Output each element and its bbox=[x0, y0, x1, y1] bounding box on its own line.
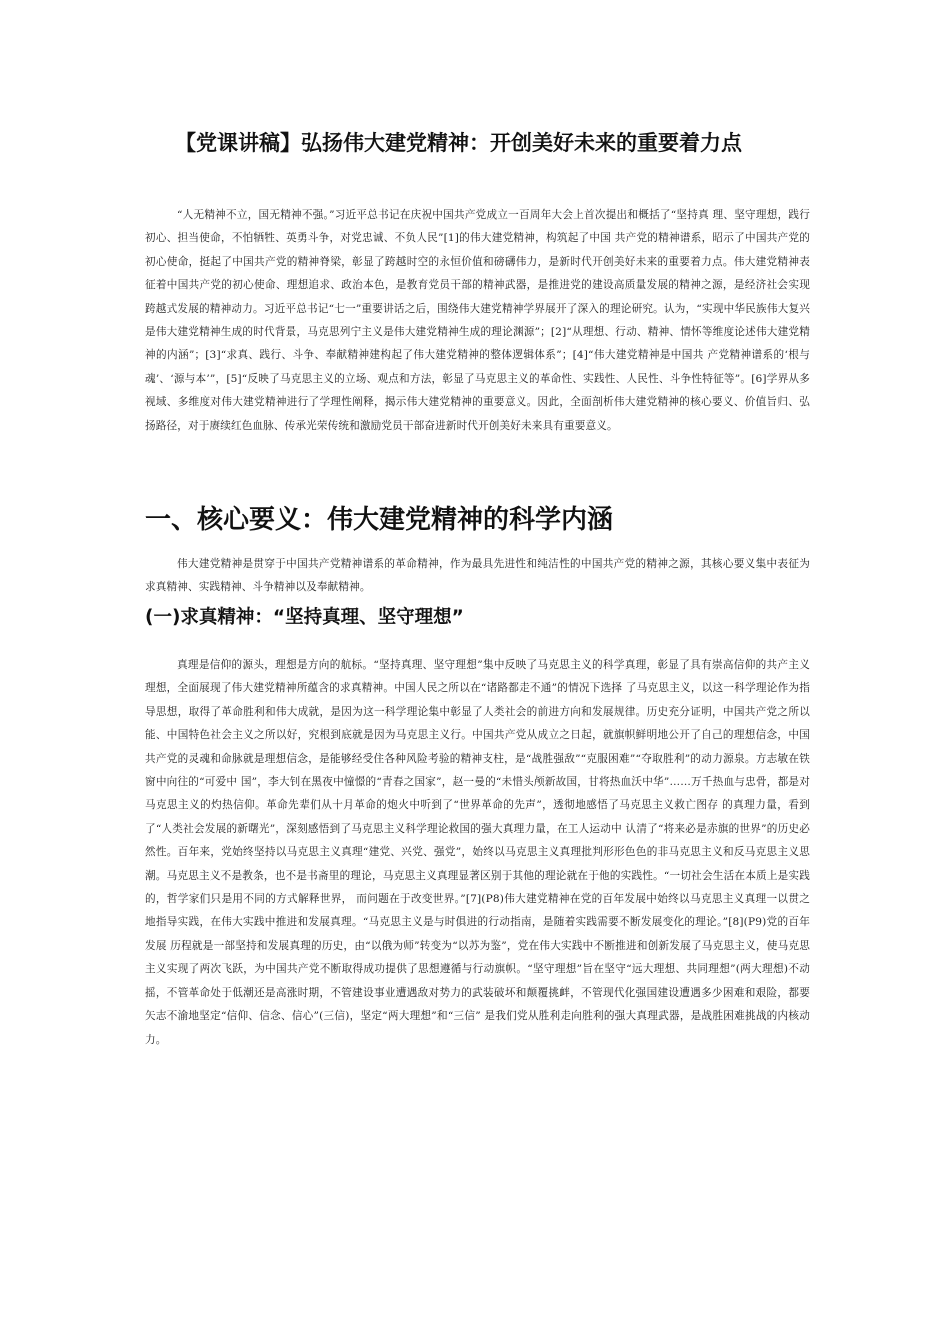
subsection-1-heading: (一)求真精神：“坚持真理、坚守理想” bbox=[145, 607, 464, 628]
section-1-heading: 一、核心要义：伟大建党精神的科学内涵 bbox=[145, 505, 614, 535]
subsection-1-paragraph: 真理是信仰的源头，理想是方向的航标。“坚持真理、坚守理想”集中反映了马克思主义的科学真理，彰显了具有崇高信仰的共产主义理想，全面展现了伟大建党精神所蕴含的求真精神。中国人民之所以在“诸路都走不通”的情况下选择 了马克思主义，以这一科学理论作为指导思想，取得了革命胜利和伟大成就，是因为这一科学理论集中彰显了人类社会的前进方向和发展规律。历史充分证明，中国共产党之所以能、中国特色社会主义之所以好，究根到底就是因为马克思主义行。中国共产党从成立之日起，就旗帜鲜明地公开了自己的理想信念，中国共产党的灵魂和命脉就是理想信念，是能够经受住各种风险考验的精神支柱，是“战胜强敌”“克服困难”“夺取胜利”的动力源泉。方志敏在铁窗中向往的“可爱中 国”，李大钊在黑夜中憧憬的“青春之国家”，赵一曼的“未惜头颅新故国，甘将热血沃中华”……万千热血与忠骨，都是对 马克思主义的灼热信仰。革命先辈们从十月革命的炮火中听到了“世界革命的先声”，透彻地感悟了马克思主义救亡图存 的真理力量，看到了“人类社会发展的新曙光”，深刻感悟到了马克思主义科学理论救国的强大真理力量，在工人运动中 认清了“将来必是赤旗的世界”的历史必然性。百年来，党始终坚持以马克思主义真理“建党、兴党、强党”，始终以马克思主义真理批判形形色色的非马克思主义和反马克思主义思潮。马克思主义不是教条，也不是书斋里的理论，马克思主义真理显著区别于其他的理论就在于他的实践性。“一切社会生活在本质上是实践的，哲学家们只是用不同的方式解释世界， 而问题在于改变世界。”[7](P8)伟大建党精神在党的百年发展中始终以马克思主义真理一以贯之地指导实践，在伟大实践中推进和发展真理。“马克思主义是与时俱进的行动指南，是随着实践需要不断发展变化的理论。”[8](P9)党的百年发展 历程就是一部坚持和发展真理的历史，由“以俄为师”转变为“以苏为鉴”，党在伟大实践中不断推进和创新发展了马克思主义，使马克思主义实现了两次飞跃，为中国共产党不断取得成功提供了思想遵循与行动旗帜。“坚守理想”旨在坚守“远大理想、共同理想”(两大理想)不动摇，不管革命处于低潮还是高涨时期，不管建设事业遭遇敌对势力的武装破坏和颠覆挑衅，不管现代化强国建设遭遇多少困难和艰险，都要矢志不渝地坚定“信仰、信念、信心”(三信)，坚定“两大理想”和“三信” 是我们党从胜利走向胜利的强大真理武器，是战胜困难挑战的内核动力。 bbox=[145, 659, 810, 1046]
intro-paragraph: “人无精神不立，国无精神不强。”习近平总书记在庆祝中国共产党成立一百周年大会上首次提出和概括了“坚持真 理、坚守理想，践行初心、担当使命，不怕牺牲、英勇斗争，对党忠诚、不负人民”[1]的伟大建党精神，构筑起了中国 共产党的精神谱系，昭示了中国共产党的初心使命，挺起了中国共产党的精神脊梁，彰显了跨越时空的永恒价值和磅礴伟力，是新时代开创美好未来的重要着力点。伟大建党精神表征着中国共产党的初心使命、理想追求、政治本色，是教育党员干部的精神武器，是推进党的建设高质量发展的精神之源，是经济社会实现跨越式发展的精神动力。习近平总书记“七一”重要讲话之后，围绕伟大建党精神学界展开了深入的理论研究。认为，“实现中华民族伟大复兴是伟大建党精神生成的时代背景，马克思列宁主义是伟大建党精神生成的理论渊源”；[2]“从理想、行动、精神、情怀等维度论述伟大建党精神的内涵”；[3]“求真、践行、斗争、奉献精神建构起了伟大建党精神的整体逻辑体系”；[4]“伟大建党精神是中国共 产党精神谱系的‘根与魂’、‘源与本’”，[5]“反映了马克思主义的立场、观点和方法，彰显了马克思主义的革命性、实践性、人民性、斗争性特征等”。[6]学界从多视域、多维度对伟大建党精神进行了学理性阐释，揭示伟大建党精神的重要意义。因此，全面剖析伟大建党精神的核心要义、价值旨归、弘扬路径，对于赓续红色血脉、传承光荣传统和激励党员干部奋进新时代开创美好未来具有重要意义。 bbox=[145, 209, 810, 432]
document-title: 【党课讲稿】弘扬伟大建党精神：开创美好未来的重要着力点 bbox=[175, 131, 742, 155]
section-1-paragraph: 伟大建党精神是贯穿于中国共产党精神谱系的革命精神，作为最具先进性和纯洁性的中国共产党的精神之源，其核心要义集中表征为求真精神、实践精神、斗争精神以及奉献精神。 bbox=[145, 558, 810, 594]
